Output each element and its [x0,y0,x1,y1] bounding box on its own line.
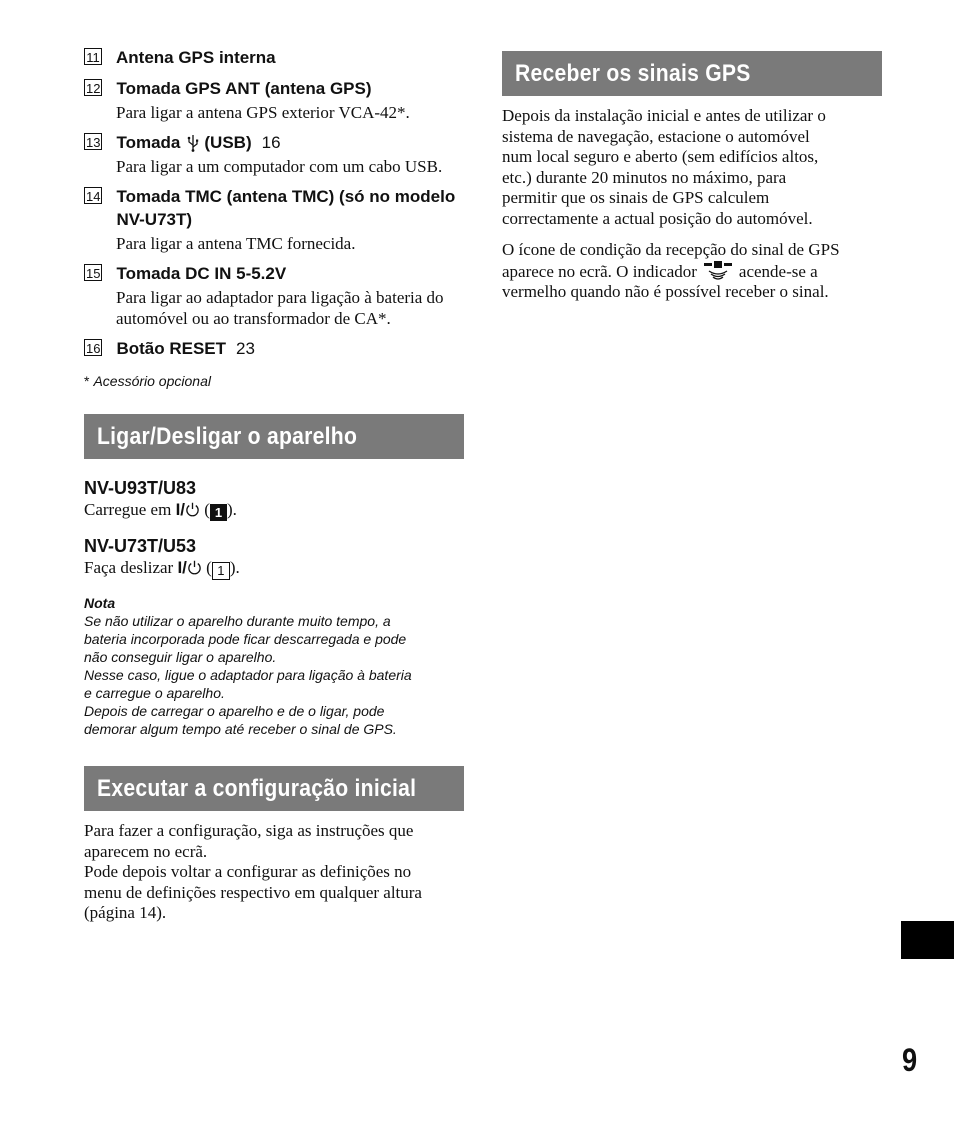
section-heading-setup: Executar a configuração inicial [84,766,464,811]
setup-text: Para fazer a configuração, siga as instruções que aparecem no ecrã. Pode depois voltar a configurar as definições no menu de definições respectivo em qualquer altura (página 14). [84,821,422,922]
list-item [84,46,464,69]
left-column [84,46,464,924]
item-description: Para ligar a um computador com um cabo USB. [116,157,443,176]
item-number: 11 [84,48,102,65]
instruction-text: Carregue em I/ ( 1 ). [84,500,237,520]
page-reference: 16 [261,133,281,152]
list-item [84,337,464,360]
page-number: 9 [902,1042,918,1078]
gps-paragraph-1: Depois da instalação inicial e antes de utilizar o sistema de navegação, estacione o automóvel num local seguro e aberto (sem edifícios altos, etc.) durante 20 minutos no máximo, para permitir que os sinais de GPS calculem correctamente a actual posição do automóvel. [502,106,826,228]
item-title: Antena GPS interna [116,48,276,67]
item-title: Botão RESET 23 [116,339,255,358]
gps-paragraph-2: O ícone de condição da recepção do sinal de GPS aparece no ecrã. O indicador acende-se a vermelho quando não é possível receber o sinal. [502,240,840,301]
item-number: 15 [86,266,101,281]
model-heading: NV-U93T/U83 [84,478,197,498]
section-heading-power: Ligar/Desligar o aparelho [84,414,464,459]
instruction-text: Faça deslizar I/ ( 1 ). [84,558,240,578]
list-item [84,131,464,177]
right-column [502,51,882,303]
model-heading: NV-U73T/U53 [84,536,197,556]
note-text: Se não utilizar o aparelho durante muito tempo, a bateria incorporada pode ficar descarregada e pode não conseguir ligar o aparelho. Nesse caso, ligue o adaptador para ligação à bateria e carregue o aparelho. Depois de carregar o aparelho e de o ligar, pode demorar algum tempo até receber o sinal de GPS. [84,613,412,737]
item-title: Tomada (USB) 16 [116,133,281,152]
button-callout-filled: 1 [210,504,227,521]
item-description: Para ligar a antena TMC fornecida. [116,234,356,253]
page-reference: 23 [236,339,255,358]
item-number: 13 [86,135,101,150]
item-title: Tomada TMC (antena TMC) (só no modelo NV-U73T) [116,187,456,229]
button-callout-outline: 1 [212,562,230,580]
section-heading-gps: Receber os sinais GPS [502,51,882,96]
power-icon [187,560,202,575]
item-description: Para ligar a antena GPS exterior VCA-42*. [116,103,410,122]
item-number: 14 [86,189,101,204]
item-number: 16 [86,341,101,356]
item-description: Para ligar ao adaptador para ligação à bateria do automóvel ou ao transformador de CA*. [116,288,444,328]
item-title: Tomada GPS ANT (antena GPS) [116,79,372,98]
gps-signal-icon [703,261,733,281]
side-tab-marker [901,921,954,959]
note-title: Nota [84,595,116,611]
power-icon [185,502,200,517]
footnote: * Acessório opcional [84,373,211,389]
item-title: Tomada DC IN 5-5.2V [116,264,287,283]
usb-icon [186,134,200,152]
item-number: 12 [86,81,101,96]
list-item [84,77,464,123]
list-item [84,185,464,254]
list-item [84,262,464,329]
